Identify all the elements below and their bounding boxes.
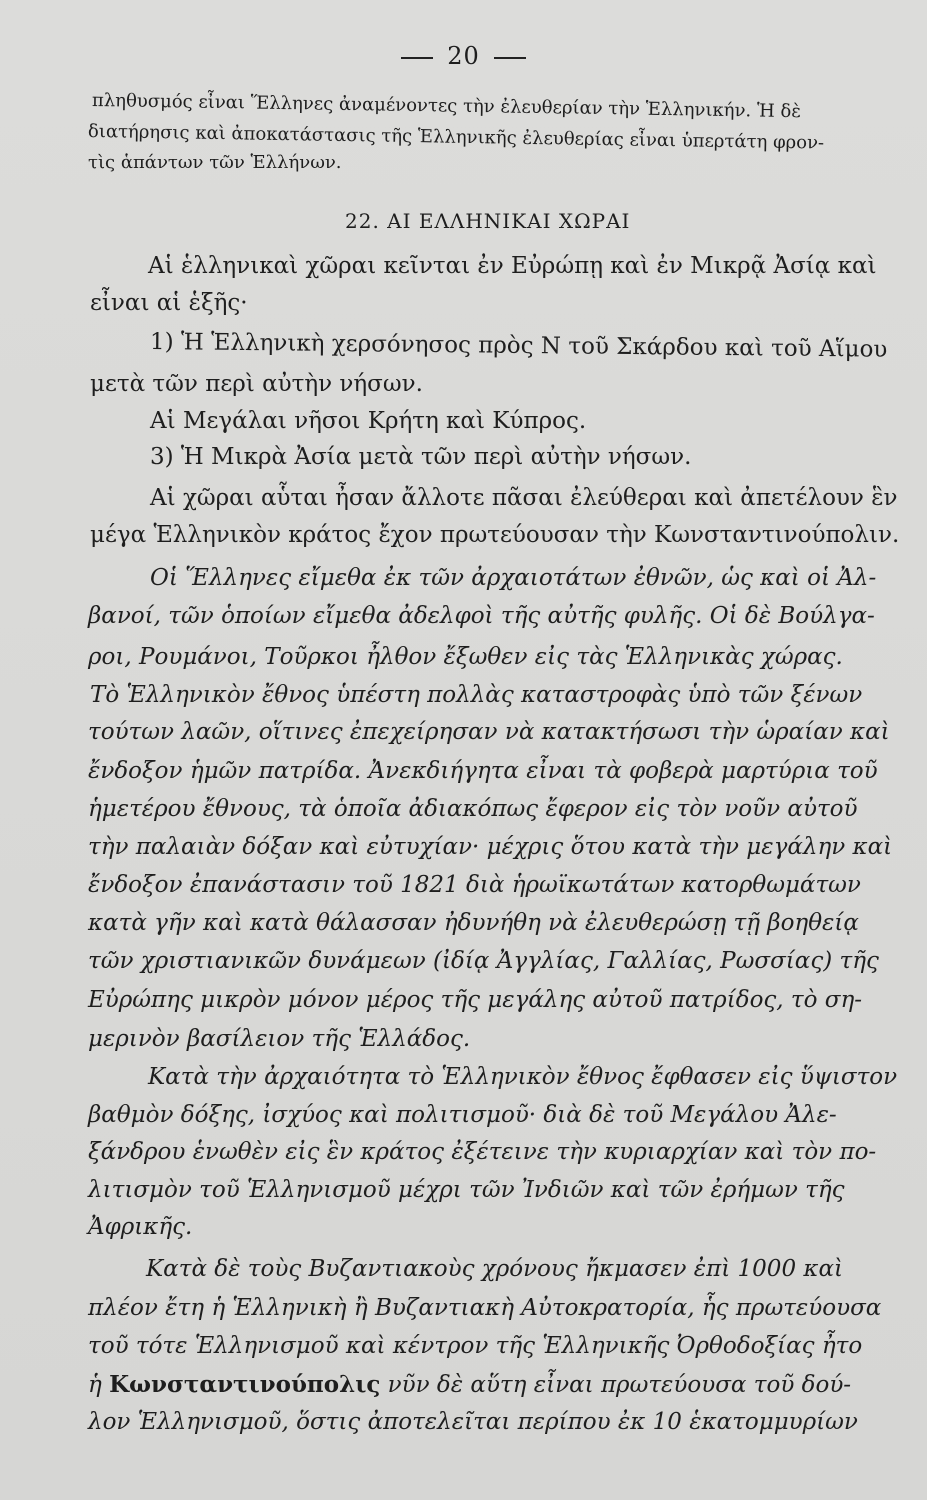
text-line-5: Αἱ Μεγάλαι νῆσοι Κρήτη καὶ Κύπρος.	[150, 408, 587, 434]
text-line-27: Κατὰ δὲ τοὺς Βυζαντιακοὺς χρόνους ἤκμασεν ἐπὶ 1000 καὶ	[146, 1256, 844, 1282]
text-line-3: 1) Ἡ Ἑλληνικὴ χερσόνησος πρὸς Ν τοῦ Σκάρδου καὶ τοῦ Αἵμου	[149, 329, 888, 363]
text-line-29: τοῦ τότε Ἑλληνισμοῦ καὶ κέντρον τῆς Ἑλληνικῆς Ὀρθοδοξίας ἦτο	[88, 1333, 863, 1359]
text-line-16: τὴν παλαιὰν δόξαν καὶ εὐτυχίαν· μέχρις ὅτου κατὰ τὴν μεγάλην καὶ	[88, 834, 893, 860]
section-title: 22. ΑΙ ΕΛΛΗΝΙΚΑΙ ΧΩΡΑΙ	[345, 209, 631, 233]
constantinople-bold: Κωνσταντινούπολις	[109, 1371, 381, 1398]
text-line-19: τῶν χριστιανικῶν δυνάμεων (ἰδίᾳ Ἀγγλίας, Γαλλίας, Ρωσσίας) τῆς	[88, 948, 879, 974]
intro-line-1: πληθυσμός εἶναι Ἕλληνες ἀναμένοντες τὴν ἐλευθερίαν τὴν Ἑλληνικήν. Ἡ δὲ	[91, 90, 802, 123]
text-line-18: κατὰ γῆν καὶ κατὰ θάλασσαν ἠδυνήθη νὰ ἐλευθερώσῃ τῇ βοηθείᾳ	[88, 910, 859, 936]
constantinople-post: νῦν δὲ αὕτη εἶναι πρωτεύουσα τοῦ δού-	[387, 1372, 852, 1398]
text-line-11: ροι, Ρουμάνοι, Τοῦρκοι ἦλθον ἔξωθεν εἰς τὰς Ἑλληνικὰς χώρας.	[88, 644, 843, 670]
text-line-4: μετὰ τῶν περὶ αὐτὴν νήσων.	[90, 371, 423, 397]
text-line-12: Τὸ Ἑλληνικὸν ἔθνος ὑπέστη πολλὰς καταστροφὰς ὑπὸ τῶν ξένων	[90, 682, 863, 708]
text-line-14: ἔνδοξον ἡμῶν πατρίδα. Ἀνεκδιήγητα εἶναι τὰ φοβερὰ μαρτύρια τοῦ	[88, 758, 878, 784]
text-line-30	[88, 1373, 851, 1397]
text-line-26: Ἀφρικῆς.	[88, 1214, 193, 1240]
text-line-31: λον Ἑλληνισμοῦ, ὅστις ἀποτελεῖται περίπου ἐκ 10 ἑκατομμυρίων	[88, 1409, 858, 1435]
text-line-7: Αἱ χῶραι αὗται ἦσαν ἄλλοτε πᾶσαι ἐλεύθεραι καὶ ἀπετέλουν ἓν	[150, 485, 898, 511]
text-line-21: μερινὸν βασίλειον τῆς Ἑλλάδος.	[88, 1026, 471, 1052]
dash-right	[494, 57, 526, 59]
text-line-8: μέγα Ἑλληνικὸν κράτος ἔχον πρωτεύουσαν τὴν Κωνσταντινούπολιν.	[90, 522, 900, 548]
text-line-25: λιτισμὸν τοῦ Ἑλληνισμοῦ μέχρι τῶν Ἰνδιῶν καὶ τῶν ἐρήμων τῆς	[88, 1177, 845, 1203]
text-line-17: ἔνδοξον ἐπανάστασιν τοῦ 1821 διὰ ἡρωϊκωτάτων κατορθωμάτων	[88, 872, 861, 898]
intro-line-3: τὶς ἁπάντων τῶν Ἑλλήνων.	[88, 152, 342, 173]
constantinople-pre: ἡ	[88, 1372, 102, 1398]
text-line-23: βαθμὸν δόξης, ἰσχύος καὶ πολιτισμοῦ· διὰ δὲ τοῦ Μεγάλου Ἀλε-	[88, 1102, 837, 1128]
page-number-text: 20	[447, 42, 480, 70]
intro-line-2: διατήρησις καὶ ἀποκατάστασις τῆς Ἑλληνικῆς ἐλευθερίας εἶναι ὑπερτάτη φρον-	[87, 121, 825, 154]
text-line-13: τούτων λαῶν, οἵτινες ἐπεχείρησαν νὰ κατακτήσωσι τὴν ὡραίαν καὶ	[88, 719, 890, 745]
text-line-28: πλέον ἔτη ἡ Ἑλληνικὴ ἢ Βυζαντιακὴ Αὐτοκρατορία, ἧς πρωτεύουσα	[88, 1295, 882, 1321]
text-line-15: ἡμετέρου ἔθνους, τὰ ὁποῖα ἀδιακόπως ἔφερον εἰς τὸν νοῦν αὐτοῦ	[88, 796, 858, 822]
text-line-9: Οἱ Ἕλληνες εἴμεθα ἐκ τῶν ἀρχαιοτάτων ἐθνῶν, ὡς καὶ οἱ Ἀλ-	[150, 565, 877, 591]
page-number	[0, 42, 927, 70]
text-line-20: Εὐρώπης μικρὸν μόνον μέρος τῆς μεγάλης αὐτοῦ πατρίδος, τὸ ση-	[88, 987, 863, 1013]
text-line-6: 3) Ἡ Μικρὰ Ἀσία μετὰ τῶν περὶ αὐτὴν νήσων.	[150, 444, 692, 470]
text-line-24: ξάνδρου ἑνωθὲν εἰς ἓν κράτος ἐξέτεινε τὴν κυριαρχίαν καὶ τὸν πο-	[88, 1139, 877, 1165]
text-line-1: Αἱ ἑλληνικαὶ χῶραι κεῖνται ἐν Εὐρώπῃ καὶ ἐν Μικρᾷ Ἀσίᾳ καὶ	[148, 253, 877, 279]
text-line-10: βανοί, τῶν ὁποίων εἴμεθα ἀδελφοὶ τῆς αὐτῆς φυλῆς. Οἱ δὲ Βούλγα-	[88, 603, 875, 629]
dash-left	[401, 57, 433, 59]
text-line-22: Κατὰ τὴν ἀρχαιότητα τὸ Ἑλληνικὸν ἔθνος ἔφθασεν εἰς ὕψιστον	[148, 1064, 898, 1090]
text-line-2: εἶναι αἱ ἑξῆς·	[90, 290, 248, 316]
